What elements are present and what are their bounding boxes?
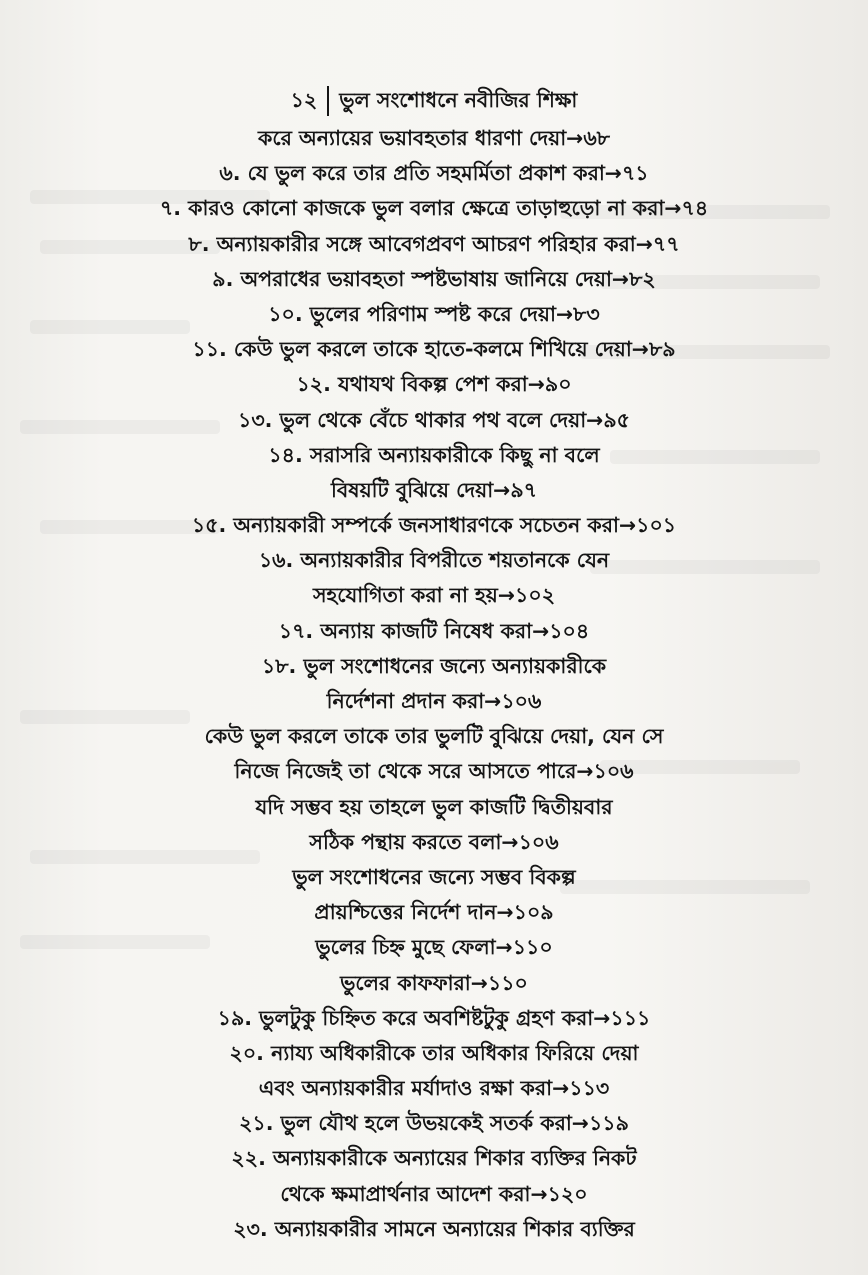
toc-line: সহযোগিতা করা না হয়→১০২ (312, 583, 556, 608)
toc-line: ১১. কেউ ভুল করলে তাকে হাতে-কলমে শিখিয়ে দেয়া→৮৯ (192, 337, 676, 362)
toc-line: ১০. ভুলের পরিণাম স্পষ্ট করে দেয়া→৮৩ (268, 301, 600, 326)
toc-line: ১৯. ভুলটুকু চিহ্নিত করে অবশিষ্টটুকু গ্রহণ করা→১১১ (217, 1005, 651, 1030)
toc-line: কেউ ভুল করলে তাকে তার ভুলটি বুঝিয়ে দেয়া, যেন সে (204, 724, 664, 749)
toc-line: ১৮. ভুল সংশোধনের জন্যে অন্যায়কারীকে (261, 653, 607, 678)
toc-line: ৭. কারও কোনো কাজকে ভুল বলার ক্ষেত্রে তাড়াহুড়ো না করা→৭৪ (159, 196, 709, 221)
toc-line: নির্দেশনা প্রদান করা→১০৬ (326, 689, 542, 713)
toc-line: ২২. অন্যায়কারীকে অন্যায়ের শিকার ব্যক্তির নিকট (231, 1146, 637, 1171)
toc-line: ১২. যথাযথ বিকল্প পেশ করা→৯০ (296, 372, 572, 397)
toc-line: বিষয়টি বুঝিয়ে দেয়া→৯৭ (331, 477, 537, 502)
toc-line: ২৩. অন্যায়কারীর সামনে অন্যায়ের শিকার ব্যক্তির (233, 1216, 635, 1241)
page-number: ১২ (290, 88, 318, 112)
toc-line: ভুলের চিহ্ন মুছে ফেলা→১১০ (315, 935, 553, 960)
toc-line: ১৫. অন্যায়কারী সম্পর্কে জনসাধারণকে সচেতন করা→১০১ (191, 513, 677, 538)
toc-line: ভুল সংশোধনের জন্যে সম্ভব বিকল্প (292, 864, 576, 889)
toc-line: প্রায়শ্চিত্তের নির্দেশ দান→১০৯ (314, 900, 554, 925)
toc-line: করে অন্যায়ের ভয়াবহতার ধারণা দেয়া→৬৮ (258, 126, 610, 150)
toc-line: ৮. অন্যায়কারীর সঙ্গে আবেগপ্রবণ আচরণ পরিহার করা→৭৭ (188, 231, 680, 256)
toc-line: নিজে নিজেই তা থেকে সরে আসতে পারে→১০৬ (234, 759, 634, 784)
toc-line: সঠিক পন্থায় করতে বলা→১০৬ (309, 829, 559, 854)
toc-line: ৬. যে ভুল করে তার প্রতি সহমর্মিতা প্রকাশ করা→৭১ (219, 161, 649, 186)
toc-line: যদি সম্ভব হয় তাহলে ভুল কাজটি দ্বিতীয়বার (255, 794, 613, 819)
toc-line: ২১. ভুল যৌথ হলে উভয়কেই সতর্ক করা→১১৯ (239, 1111, 629, 1136)
header-divider (327, 86, 329, 116)
toc-line: ২০. ন্যায্য অধিকারীকে তার অধিকার ফিরিয়ে দেয়া (229, 1040, 639, 1065)
toc-line: ১৩. ভুল থেকে বেঁচে থাকার পথ বলে দেয়া→৯৫ (238, 407, 630, 432)
table-of-contents (0, 121, 868, 1247)
toc-line: ১৭. অন্যায় কাজটি নিষেধ করা→১০৪ (278, 618, 590, 643)
toc-line: ১৬. অন্যায়কারীর বিপরীতে শয়তানকে যেন (258, 548, 610, 573)
toc-line: ৯. অপরাধের ভয়াবহতা স্পষ্টভাষায় জানিয়ে দেয়া→৮২ (212, 266, 656, 291)
toc-line: ১৪. সরাসরি অন্যায়কারীকে কিছু না বলে (268, 442, 600, 467)
toc-line: ভুলের কাফফারা→১১০ (340, 970, 528, 995)
page-header (0, 84, 868, 116)
toc-line: থেকে ক্ষমাপ্রার্থনার আদেশ করা→১২০ (280, 1181, 588, 1206)
book-title: ভুল সংশোধনে নবীজির শিক্ষা (339, 88, 578, 112)
toc-line: এবং অন্যায়কারীর মর্যাদাও রক্ষা করা→১১৩ (258, 1076, 610, 1101)
